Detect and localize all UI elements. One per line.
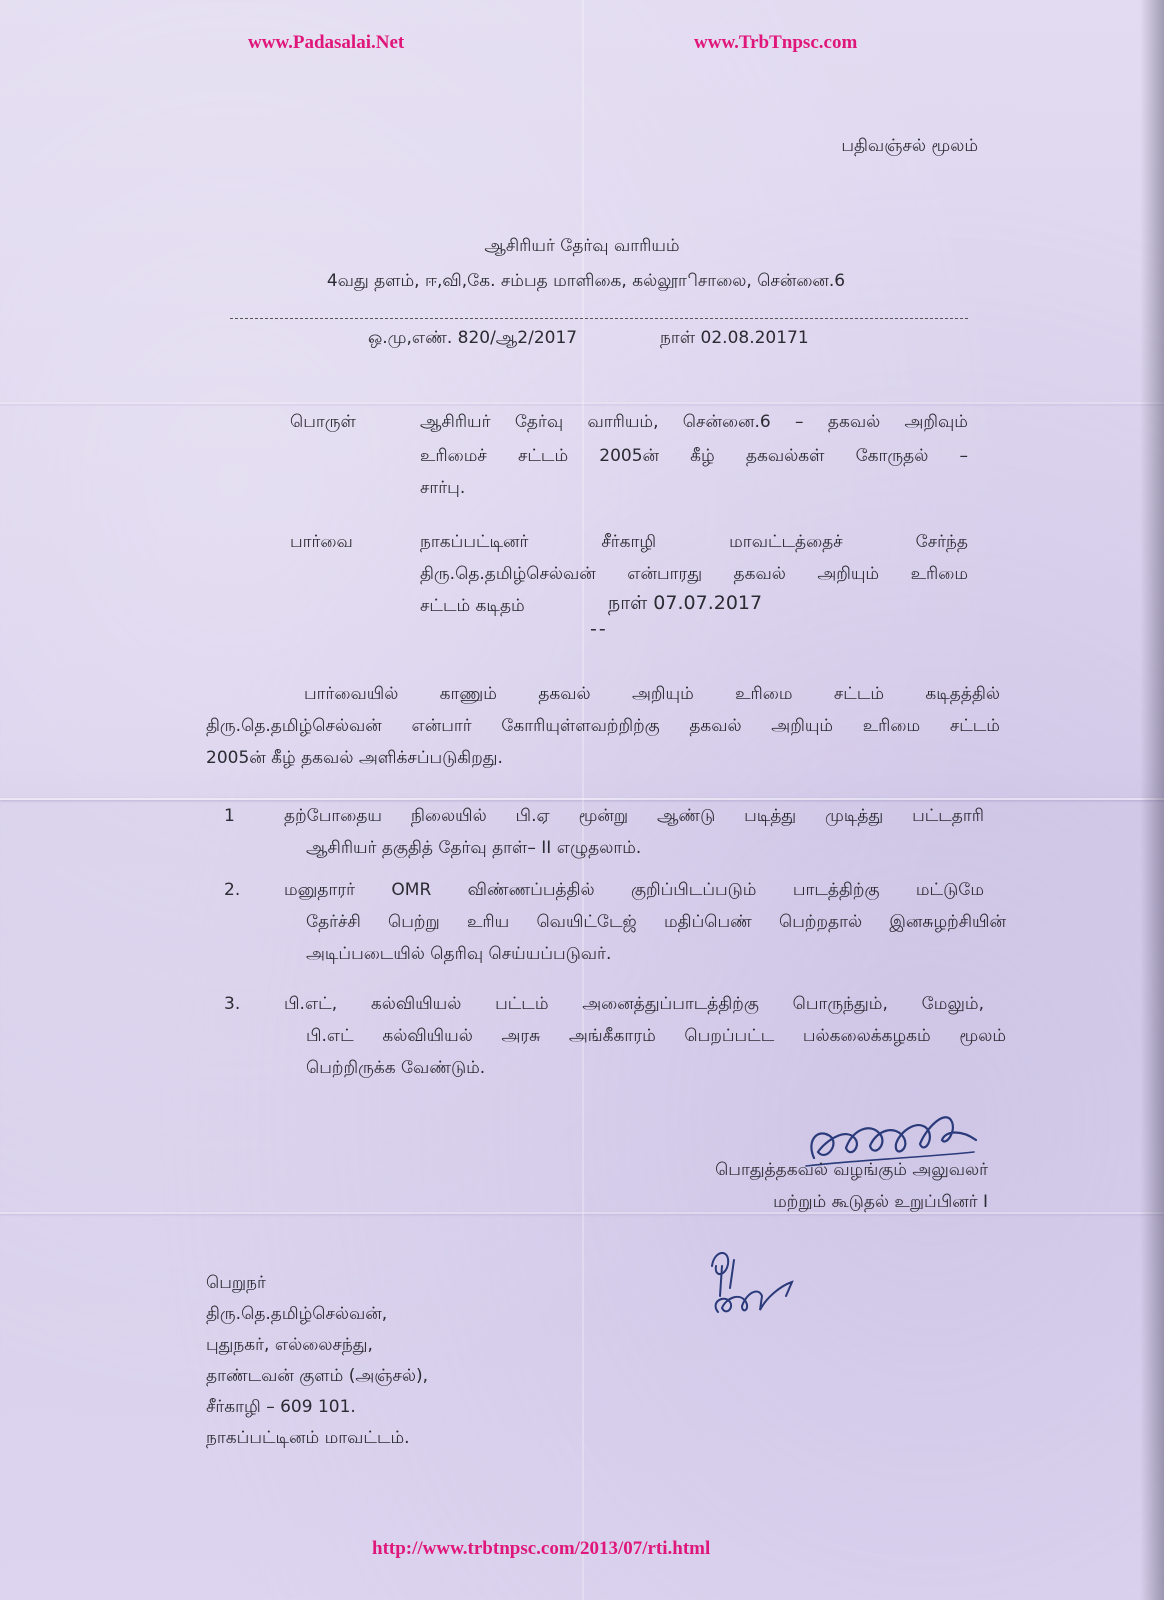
signatory-designation: பொதுத்தகவல் வழங்கும் அலுவலர் xyxy=(715,1160,988,1180)
recipient-address-line: தாண்டவன் குளம் (அஞ்சல்), xyxy=(206,1366,429,1386)
org-name: ஆசிரியர் தேர்வு வாரியம் xyxy=(484,236,680,256)
list-item-number: 2. xyxy=(224,880,241,900)
list-item-line: அடிப்படையில் தெரிவு செய்யப்படுவர். xyxy=(306,944,612,964)
reference-line: நாகப்பட்டினர் சீர்காழி மாவட்டத்தைச் சேர்ந்த xyxy=(420,532,968,552)
list-item-line: பி.எட், கல்வியியல் பட்டம் அனைத்துப்பாடத்திற்கு பொருந்தும், மேலும், xyxy=(284,994,984,1014)
header-link-padasalai[interactable]: www.Padasalai.Net xyxy=(248,32,405,53)
recipient-address-line: நாகப்பட்டினம் மாவட்டம். xyxy=(206,1428,410,1448)
list-item xyxy=(224,874,1004,970)
org-address: 4வது தளம், ஈ,வி,கே. சம்பத மாளிகை, கல்லூாிசாலை, சென்னை.6 xyxy=(326,271,846,291)
list-item xyxy=(224,988,1004,1084)
subject-label: பொருள் xyxy=(290,412,356,432)
reference-line: சட்டம் கடிதம் xyxy=(420,596,525,616)
recipient-address-line: சீர்காழி – 609 101. xyxy=(206,1397,356,1417)
list-item-line: பெற்றிருக்க வேண்டும். xyxy=(306,1058,486,1078)
reference-number: ஒ.மு,எண். 820/ஆ2/2017 xyxy=(368,328,578,348)
list-item xyxy=(224,800,1004,864)
footer-link[interactable]: http://www.trbtnpsc.com/2013/07/rti.html xyxy=(372,1538,711,1559)
list-item-line: தேர்ச்சி பெற்று உரிய வெயிட்டேஜ் மதிப்பெண் பெற்றதால் இனசுழற்சியின் xyxy=(306,912,1006,932)
reference-date: நாள் 07.07.2017 xyxy=(608,592,763,614)
recipient-address-line: புதுநகர், எல்லைசந்து, xyxy=(206,1335,373,1355)
intro-line: 2005ன் கீழ் தகவல் அளிக்சப்படுகிறது. xyxy=(206,748,503,768)
reference-line: திரு.தெ.தமிழ்செல்வன் என்பாரது தகவல் அறியும் உரிமை xyxy=(420,564,968,584)
recipient-label: பெறுநர் xyxy=(206,1273,266,1293)
header-link-trbtnpsc[interactable]: www.TrbTnpsc.com xyxy=(694,32,858,53)
letter-date: நாள் 02.08.20171 xyxy=(660,328,809,348)
intro-line: பார்வையில் காணும் தகவல் அறியும் உரிமை சட்டம் கடிதத்தில் xyxy=(304,684,1000,704)
list-item-number: 3. xyxy=(224,994,241,1014)
header-divider xyxy=(230,318,968,319)
handwritten-initials xyxy=(700,1236,820,1326)
list-item-line: தற்போதைய நிலையில் பி.ஏ மூன்று ஆண்டு படித்து முடித்து பட்டதாரி xyxy=(284,806,984,826)
subject-line: சார்பு. xyxy=(420,478,466,498)
list-item-line: மனுதாரர் OMR விண்ணப்பத்தில் குறிப்பிடப்படும் பாடத்திற்கு மட்டுமே xyxy=(284,880,984,900)
post-mode-label: பதிவஞ்சல் மூலம் xyxy=(841,136,978,156)
reference-label: பார்வை xyxy=(290,532,353,552)
signatory-designation: மற்றும் கூடுதல் உறுப்பினர் I xyxy=(773,1192,988,1212)
list-item-line: பி.எட் கல்வியியல் அரசு அங்கீகாரம் பெறப்பட்ட பல்கலைக்கழகம் மூலம் xyxy=(306,1026,1006,1046)
subject-line: உரிமைச் சட்டம் 2005ன் கீழ் தகவல்கள் கோருதல் – xyxy=(420,446,968,466)
list-item-number: 1 xyxy=(224,806,235,826)
intro-line: திரு.தெ.தமிழ்செல்வன் என்பார் கோரியுள்ளவற்றிற்கு தகவல் அறியும் உரிமை சட்டம் xyxy=(206,716,1000,736)
list-item-line: ஆசிரியர் தகுதித் தேர்வு தாள்– II எழுதலாம். xyxy=(306,838,642,858)
recipient-name: திரு.தெ.தமிழ்செல்வன், xyxy=(206,1304,388,1324)
recipient-block xyxy=(206,1268,428,1454)
reference-dashes: -- xyxy=(590,618,608,640)
subject-line: ஆசிரியர் தேர்வு வாரியம், சென்னை.6 – தகவல் அறிவும் xyxy=(420,412,968,432)
